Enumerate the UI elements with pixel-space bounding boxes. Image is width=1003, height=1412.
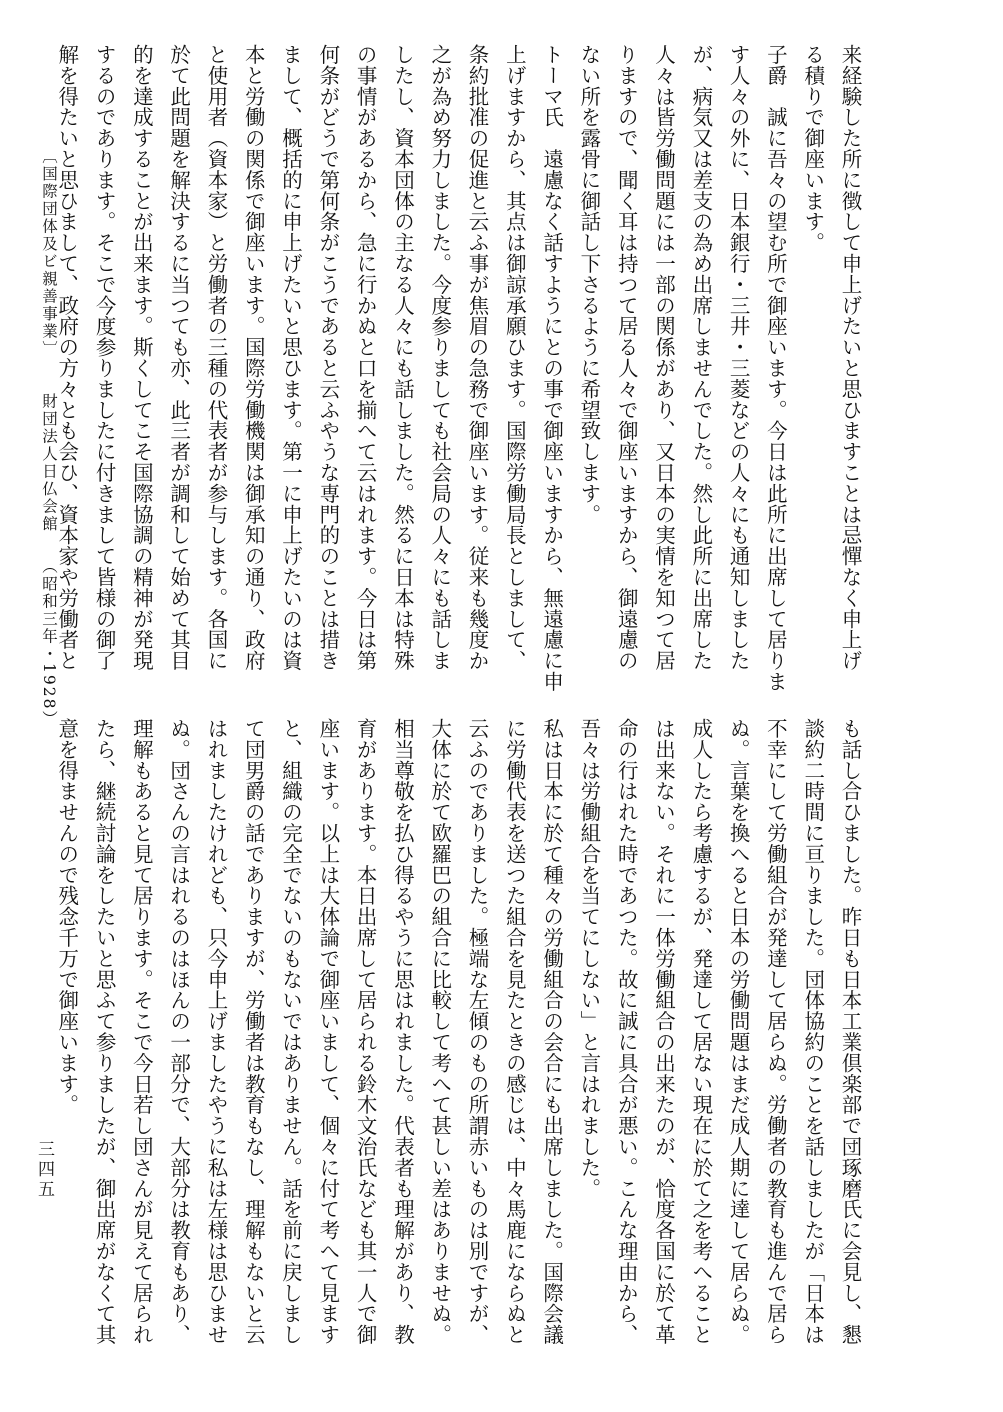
text-line: まして、概括的に申上げたいと思ひます。第一に申上げたいのは資 [278,44,303,671]
text-line: 成人したら考慮するが、発達して居ない現在に於て之を考へること [688,718,713,1345]
text-line: 於て此問題を解決するに当つても亦、此三者が調和して始めて其目 [166,44,191,671]
text-line: 育があります。本日出席して居られる鈴木文治氏なども其一人で御 [353,718,378,1345]
text-line: たら、継続討論をしたいと思ふて参りましたが、御出席がなくて其 [92,718,117,1345]
text-line: 座います。以上は大体論で御座いまして、個々に付て考へて見ます [315,718,340,1345]
text-line: は出来ない。それに一体労働組合の出来たのが、恰度各国に於て革 [651,718,676,1345]
text-line: と使用者（資本家）と労働者の三種の代表者が参与します。各国に [203,44,228,671]
text-line: 意を得ませんので残念千万で御座います。 [54,718,79,1116]
text-line: するのであります。そこで今度参りましたに付きまして皆様の御了 [92,44,117,671]
upper-text-block [54,44,868,692]
text-line: 人々は皆労働問題には一部の関係があり、又日本の実情を知つて居 [651,44,676,671]
footer-date: （昭和三年・1928） [40,557,58,728]
text-line: 之が為め努力しました。今度参りましても社会局の人々にも話しま [427,44,452,671]
text-line: の事情があるから、急に行かぬと口を揃へて云はれます。今日は第 [353,44,378,671]
text-line: したし、資本団体の主なる人々にも話しました。然るに日本は特殊 [390,44,415,671]
text-line: 吾々は労働組合を当てにしない」と言はれました。 [576,718,601,1199]
text-line: 上げますから、其点は御諒承願ひます。国際労働局長としまして、 [502,44,527,671]
text-line: 不幸にして労働組合が発達して居らぬ。労働者の教育も進んで居ら [763,718,788,1345]
page-number: 三四五 [34,1140,54,1200]
text-line: と、組織の完全でないのもないではありません。話を前に戻しまし [278,718,303,1345]
running-footer [30,148,60,728]
text-line: る積りで御座います。 [800,44,825,253]
text-line: 理解もあると見て居ります。そこで今日若し団さんが見えて居られ [129,718,154,1345]
text-line: 云ふのでありました。極端な左傾のもの所謂赤いものは別ですが、 [465,718,490,1345]
text-line: りますので、聞く耳は持つて居る人々で御座いますから、御遠慮の [614,44,639,671]
text-line: 条約批准の促進と云ふ事が焦眉の急務で御座います。従来も幾度か [465,44,490,671]
text-line: ない所を露骨に御話し下さるように希望致します。 [576,44,601,525]
text-line: 来経験した所に徴して申上げたいと思ひますことは忌憚なく申上げ [838,44,862,671]
text-line: も話し合ひました。昨日も日本工業倶楽部で団琢磨氏に会見し、懇 [838,718,862,1345]
text-line: 解を得たいと思ひまして、政府の方々とも会ひ、資本家や労働者と [54,44,79,671]
text-line: ぬ。団さんの言はれるのはほんの一部分で、大部分は教育もあり、 [166,718,191,1345]
lower-text-block [54,718,868,1358]
text-line: が、病気又は差支の為め出席しませんでした。然し此所に出席した [688,44,713,671]
text-line: 的を達成することが出来ます。斯くしてこそ国際協調の精神が発現 [129,44,154,671]
footer-publisher: 財団法人日仏会館 [40,392,58,533]
text-line: 談約二時間に亘りました。団体協約のことを話しましたが「日本は [800,718,825,1345]
footer-category: 〔国際団体及ビ親善事業〕 [40,148,58,358]
text-line: 本と労働の関係で御座います。国際労働機関は御承知の通り、政府 [241,44,266,671]
text-line: 私は日本に於て種々の労働組合の会合にも出席しました。国際会議 [539,718,564,1345]
text-line: 子爵 誠に吾々の望む所で御座います。今日は此所に出席して居りま [763,44,788,692]
text-line: はれましたけれども、只今申上げましたやうに私は左様は思ひませ [203,718,228,1345]
text-line: トーマ氏 遠慮なく話すようにとの事で御座いますから、無遠慮に申 [539,44,564,692]
text-line: ぬ。言葉を換へると日本の労働問題はまだ成人期に達して居らぬ。 [726,718,751,1345]
text-line: に労働代表を送つた組合を見たときの感じは、中々馬鹿にならぬと [502,718,527,1345]
text-line: す人々の外に、日本銀行・三井・三菱などの人々にも通知しました [726,44,751,671]
text-line: 大体に於て欧羅巴の組合に比較して考へて甚しい差はありませぬ。 [427,718,452,1345]
text-line: 相当尊敬を払ひ得るやうに思はれました。代表者も理解があり、教 [390,718,415,1345]
text-line: 何条がどうで第何条がこうであると云ふやうな専門的のことは措き [315,44,340,671]
text-line: 命の行はれた時であつた。故に誠に具合が悪い。こんな理由から、 [614,718,639,1345]
text-line: て団男爵の話でありますが、労働者は教育もなし、理解もないと云 [241,718,266,1345]
